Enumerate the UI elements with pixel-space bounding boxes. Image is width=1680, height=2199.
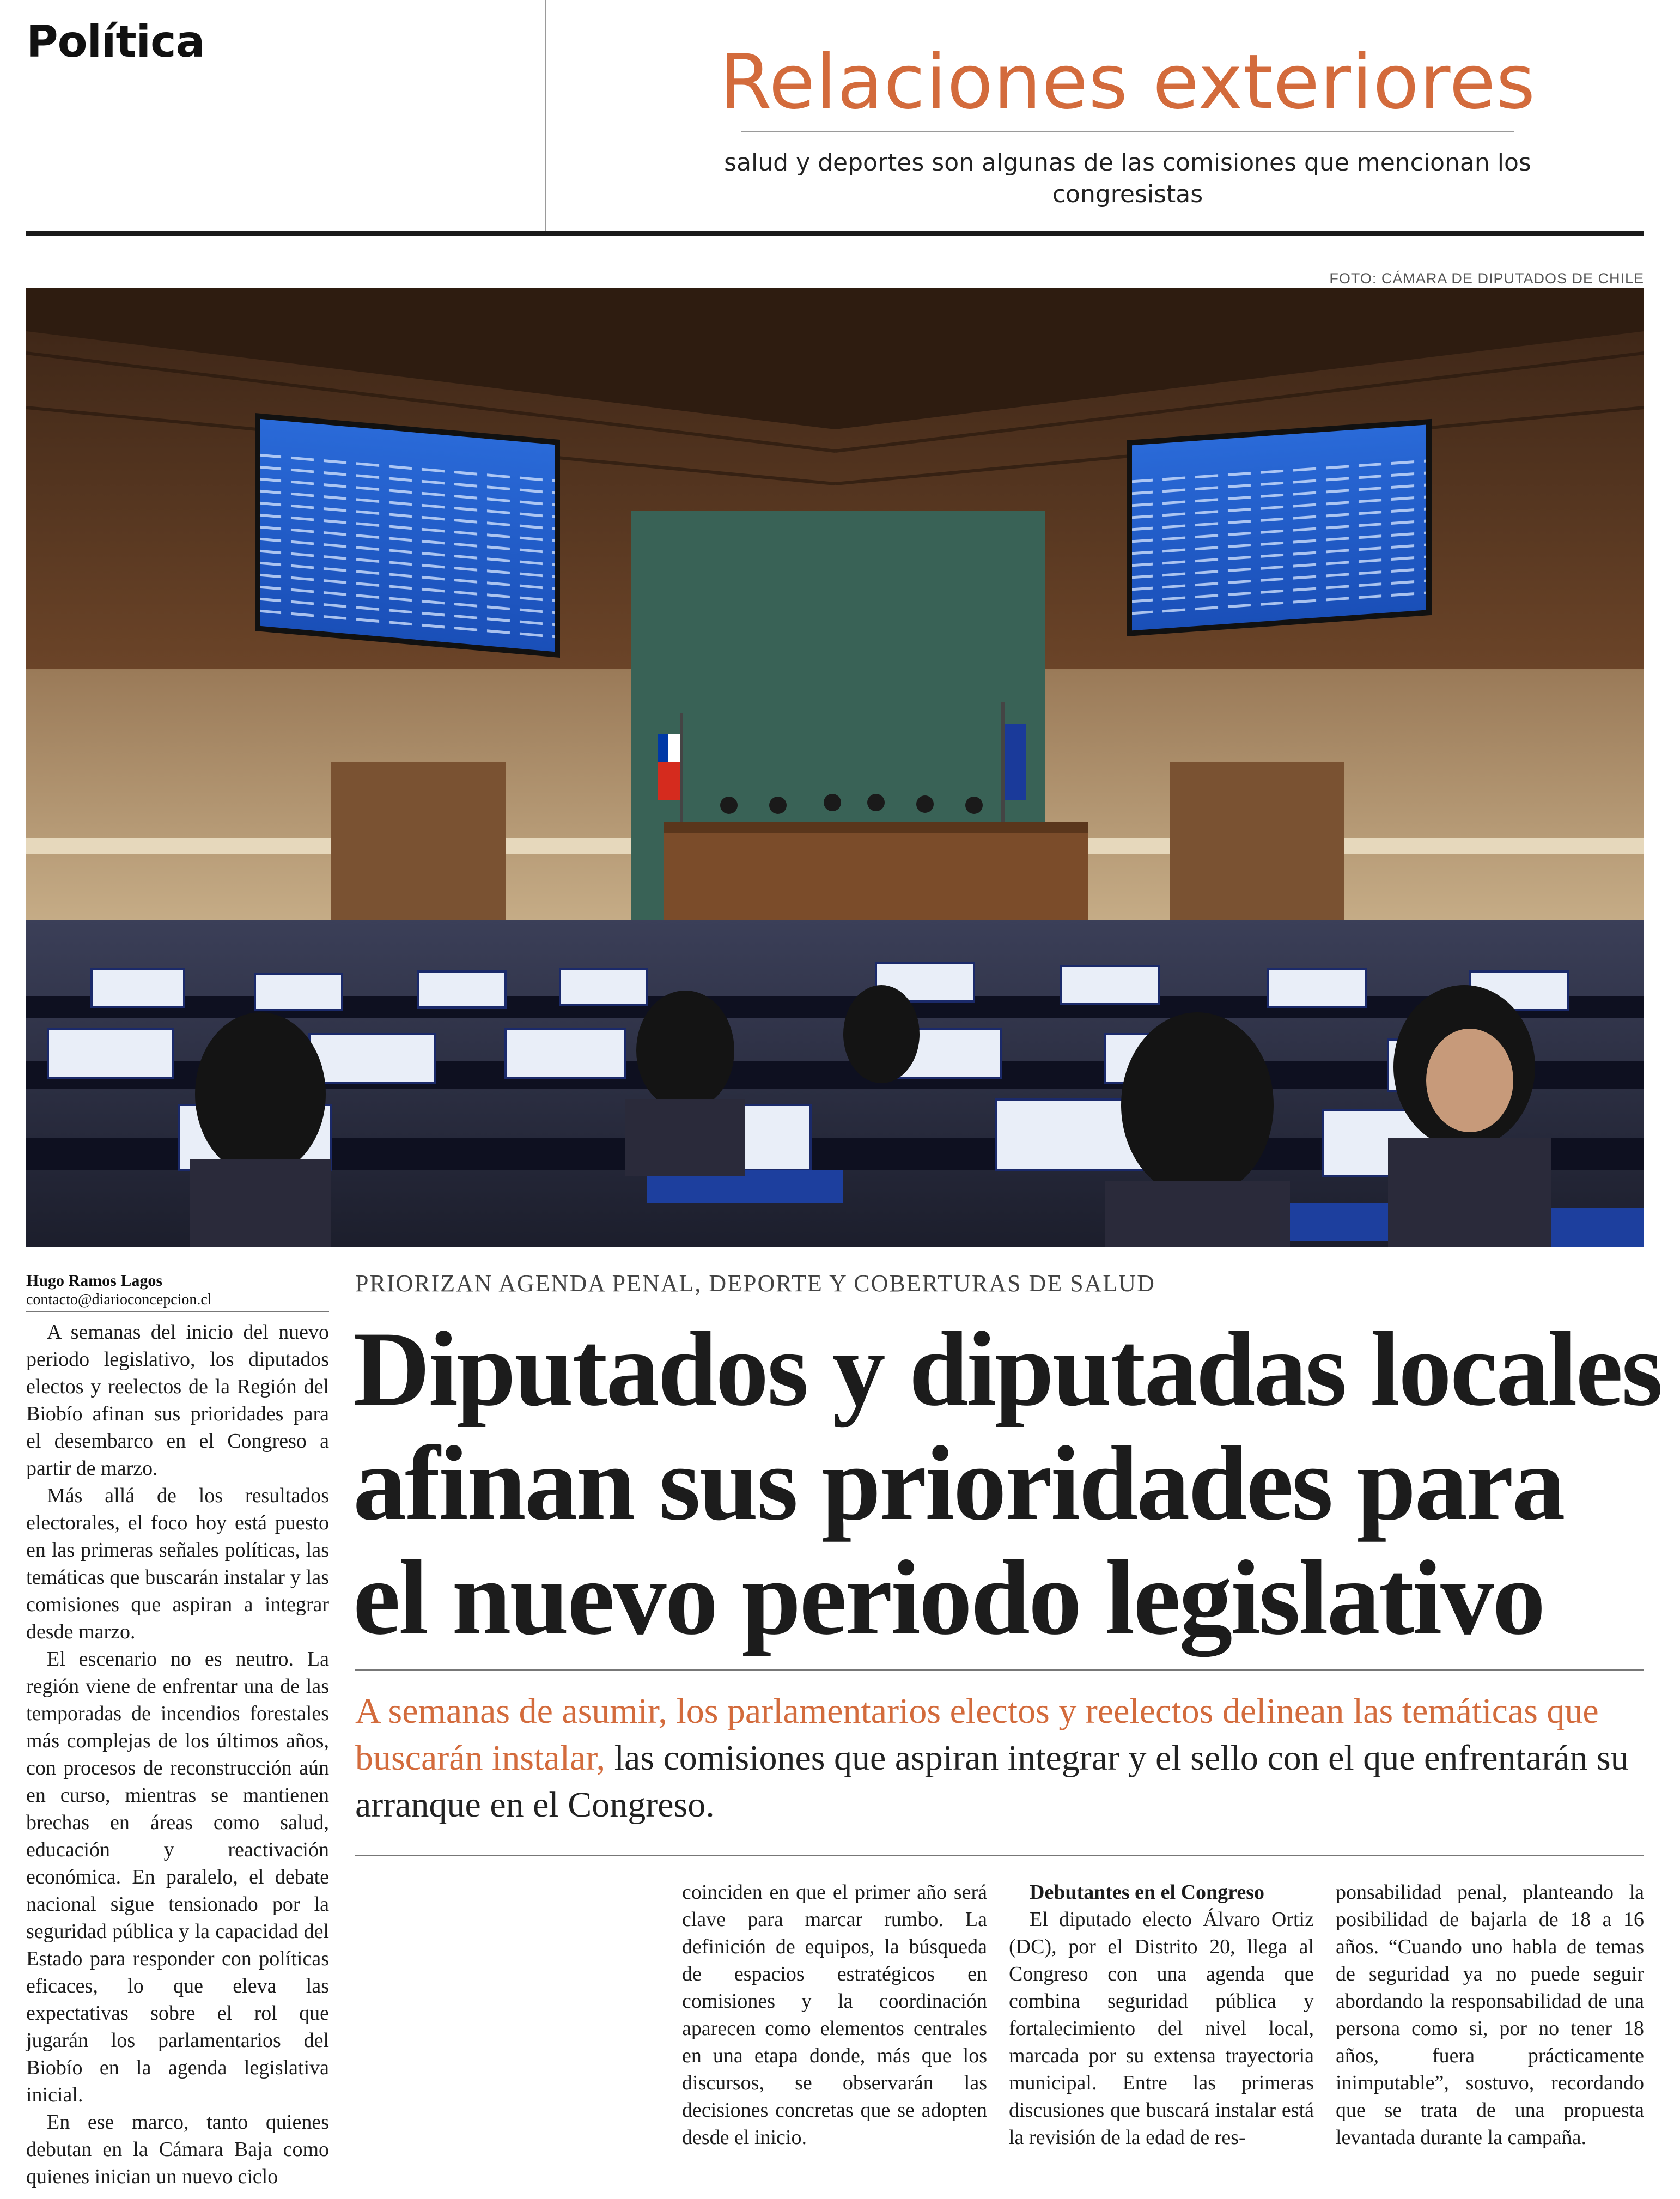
headline-line-2: afinan sus prioridades para <box>353 1424 1564 1542</box>
topic-rule <box>741 131 1514 132</box>
lead-rule <box>355 1855 1644 1856</box>
paragraph: En ese marco, tanto quienes debutan en la Cámara Baja como quienes inician un nuevo ciclo <box>26 2111 329 2188</box>
headline-line-1: Diputados y diputadas locales <box>353 1310 1661 1428</box>
article-headline <box>353 1310 1661 1657</box>
byline-rule <box>26 1311 329 1312</box>
body-column-3 <box>1009 1879 1314 2151</box>
headline-rule <box>355 1669 1644 1671</box>
lead-rest: las comisiones que aspiran integrar y el sello con el que enfrentarán su arranque en el Congreso. <box>355 1738 1629 1825</box>
headline-line-3-rest: legislativo <box>1080 1539 1544 1657</box>
photo-credit: FOTO: CÁMARA DE DIPUTADOS DE CHILE <box>1329 270 1644 287</box>
paragraph: coinciden en que el primer año será clave para marcar rumbo. La definición de equipos, la búsqueda de espacios estratégicos en comisiones y la coordinación aparecen como elementos centrales en una etapa donde, más que los discursos, se observarán las decisiones concretas que se adopten desde el inicio. <box>682 1881 987 2149</box>
body-column-1 <box>26 1319 329 2190</box>
lead-accent: A semanas de asumir, los parlamentarios electos y reelectos delinean las temáticas que buscarán instalar, <box>355 1691 1599 1778</box>
article-lead <box>355 1688 1644 1829</box>
topic-heading: Relaciones exteriores <box>719 38 1536 126</box>
header-divider <box>545 0 546 231</box>
body-column-4 <box>1336 1879 1644 2151</box>
byline-author: Hugo Ramos Lagos <box>26 1272 163 1290</box>
article-overline: PRIORIZAN AGENDA PENAL, DEPORTE Y COBERTURAS DE SALUD <box>355 1270 1155 1297</box>
headline-line-3-bold: el nuevo periodo <box>353 1539 1080 1657</box>
subheading: Debutantes en el Congreso <box>1030 1881 1265 1904</box>
paragraph: Más allá de los resultados electorales, el foco hoy está puesto en las primeras señales políticas, las temáticas que buscarán instalar y las comisiones que aspiran a integrar desde marzo. <box>26 1484 329 1643</box>
section-label: Política <box>26 16 205 67</box>
paragraph: El escenario no es neutro. La región viene de enfrentar una de las temporadas de incendios forestales más complejas de los últimos años, con procesos de reconstrucción aún en curso, mientras se mantienen brechas en áreas como salud, educación y reactivación económica. En paralelo, el debate nacional sigue tensionado por la seguridad pública y la capacidad del Estado para responder con políticas eficaces, lo que eleva las expectativas sobre el rol que jugarán los parlamentarios del Biobío en la agenda legislativa inicial. <box>26 1648 329 2106</box>
chamber-photo <box>26 288 1644 1247</box>
paragraph: A semanas del inicio del nuevo periodo legislativo, los diputados electos y reelectos de la Región del Biobío afinan sus prioridades para el desembarco en el Congreso a partir de marzo. <box>26 1321 329 1480</box>
paragraph: ponsabilidad penal, planteando la posibilidad de bajarla de 18 a 16 años. “Cuando uno habla de temas de seguridad ya no puede seguir abordando la responsabilidad de una persona como si, por no tener 18 años, fuera prácticamente inimputable”, sostuvo, recordando que se trata de una propuesta levantada durante la campaña. <box>1336 1881 1644 2149</box>
paragraph: El diputado electo Álvaro Ortiz (DC), por el Distrito 20, llega al Congreso con una agenda que combina seguridad pública y fortalecimiento del nivel local, marcada por su extensa trayectoria municipal. Entre las primeras discusiones que buscará instalar está la revisión de la edad de res- <box>1009 1908 1314 2149</box>
body-column-2 <box>682 1879 987 2151</box>
header-rule <box>26 231 1644 236</box>
header-deck: salud y deportes son algunas de las comisiones que mencionan los congresistas <box>724 149 1531 208</box>
byline-email[interactable]: contacto@diarioconcepcion.cl <box>26 1291 212 1308</box>
